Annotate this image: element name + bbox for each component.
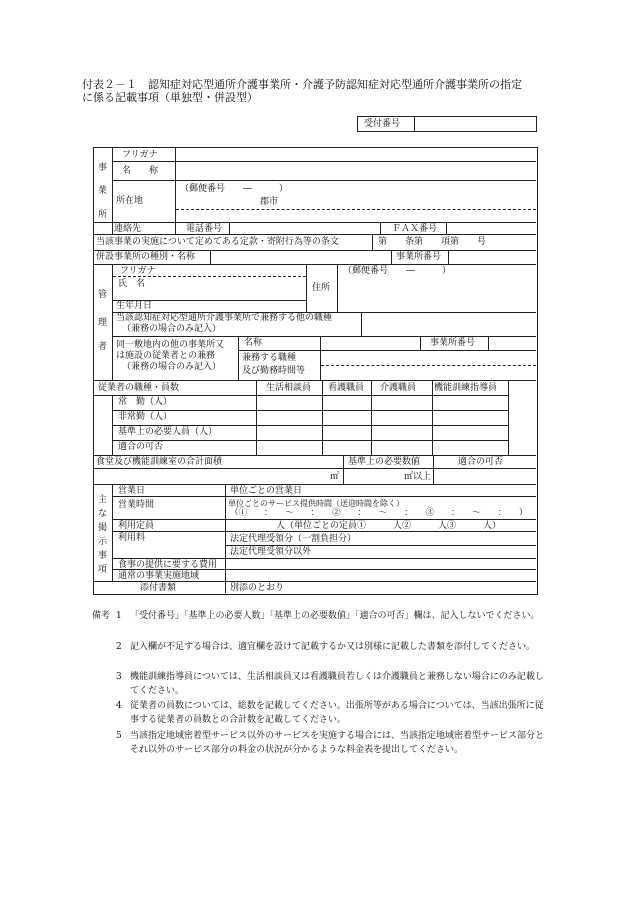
business-day-label: 営業日 (118, 486, 146, 496)
meal-cost-field[interactable] (227, 559, 535, 568)
manager-job-label-2: 及び勤務時間等 (242, 366, 306, 376)
office-furigana-field[interactable] (177, 149, 535, 160)
items-side-3: 掲 (98, 523, 108, 533)
manager-other-name-label: 名称 (244, 338, 263, 348)
capacity-detail[interactable]: 人（単位ごとの定員① 人② 人③ 人） (276, 521, 502, 531)
note-text: 当該指定地域密着型サービス以外のサービスを実施する場合には、当該指定地域密着型サービス部分とそれ以外のサービス部分の料金の状況が分かるような料金表を提出してください。 (130, 731, 545, 755)
office-postal: （郵便番号 ― ） (180, 184, 289, 194)
manager-address-label: 住所 (312, 283, 331, 293)
office-contact-label: 連絡先 (114, 224, 142, 234)
manager-name-label: 氏 名 (118, 279, 146, 289)
area-required-label: 基準上の必要数値 (348, 457, 421, 467)
office-phone-field[interactable] (231, 223, 379, 234)
staff-col-caregiver: 介護職員 (380, 383, 417, 393)
combined-office-number-field[interactable] (450, 251, 535, 263)
service-hours-label: 単位ごとのサービス提供時間（送迎時間を除く） (228, 499, 404, 508)
combined-office-label: 併設事業所の種別・名称 (96, 252, 196, 262)
items-side-6: 項 (98, 565, 108, 575)
manager-name-field[interactable] (160, 278, 305, 299)
office-phone-label: 電話番号 (186, 224, 223, 234)
service-hours-times[interactable]: （① ： ～ ： ② ： ～ ： ③ ： ～ ： ） (230, 508, 528, 518)
manager-concurrent-label-1: 当該認知症対応型通所介護事業所で兼務する他の職種 (116, 313, 333, 323)
office-address-field[interactable] (177, 211, 535, 221)
office-furigana-label: フリガナ (122, 150, 158, 160)
manager-side-2: 理 (98, 318, 108, 328)
receipt-number-field[interactable] (416, 117, 534, 131)
fee-other-label: 法定代理受領分以外 (230, 547, 312, 557)
staff-row-conformity: 適合の可否 (118, 442, 164, 452)
staff-col-trainer: 機能訓練指導員 (434, 383, 498, 393)
manager-job-field[interactable] (322, 351, 535, 379)
combined-office-number-label: 事業所番号 (396, 252, 442, 262)
manager-other-name-field[interactable] (322, 337, 419, 349)
form-title-line1: 付表２－１ 認知症対応型通所介護事業所・介護予防認知症対応型通所介護事業所の指定 (82, 78, 522, 91)
manager-birth-label: 生年月日 (116, 301, 153, 311)
manager-birth-field[interactable] (160, 301, 305, 311)
regulation-label: 当該事業の実施について定めてある定款・寄附行為等の条文 (96, 237, 339, 247)
items-side-2: な (98, 509, 108, 519)
note-number: 4 (116, 701, 122, 711)
manager-side-3: 者 (98, 342, 108, 352)
office-gun-label: 郡市 (260, 197, 279, 207)
office-fax-field[interactable] (448, 223, 535, 234)
staff-row-required: 基準上の必要人員（人） (118, 427, 218, 437)
staff-row-fulltime: 常 勤（人） (118, 397, 173, 407)
manager-concurrent-label-2: （兼務の場合のみ記入） (122, 324, 222, 334)
form-title-line2: に係る記載事項（単独型・併設型） (82, 91, 258, 104)
manager-other-office-number-field[interactable] (490, 337, 535, 349)
note-text: 従業者の員数については、総数を記載してください。出張所等がある場合については、当該出張所に従事する従業者の員数との合計数を記載してください。 (130, 701, 544, 725)
note-number: 2 (116, 642, 122, 652)
office-name-label: 名 称 (122, 166, 159, 176)
staff-col-counselor: 生活相談員 (266, 383, 312, 393)
note-number: 1 (116, 611, 122, 621)
regulation-article[interactable]: 第 条第 項第 号 (378, 237, 487, 247)
items-side-5: 事 (98, 551, 108, 561)
office-side-2: 業 (98, 186, 108, 196)
items-side-1: 主 (98, 495, 108, 505)
fee-label: 利用料 (118, 533, 146, 543)
manager-furigana-label: フリガナ (120, 266, 156, 276)
capacity-label: 利用定員 (118, 521, 155, 531)
receipt-number-label: 受付番号 (364, 119, 401, 129)
staff-header: 従業者の職種・員数 (98, 383, 180, 393)
attachment-value: 別添のとおり (230, 583, 285, 593)
office-name-field[interactable] (177, 163, 535, 179)
business-hours-label: 営業時間 (118, 500, 155, 510)
staff-row-parttime: 非常勤（人） (118, 412, 173, 422)
manager-postal: （郵便番号 ― ） (343, 266, 452, 276)
office-fax-label: ＦＡＸ番号 (392, 224, 438, 234)
area-conformity-label: 適合の可否 (458, 457, 504, 467)
manager-other-label-1: 同一敷地内の他の事業所又 (116, 340, 225, 350)
manager-side-1: 管 (98, 290, 108, 300)
fee-statutory-label: 法定代理受領分（一割負担分） (230, 534, 357, 544)
manager-other-label-2: は施設の従業者との兼務 (116, 351, 216, 361)
note-number: 5 (116, 731, 122, 741)
combined-office-field[interactable] (212, 251, 390, 263)
service-area-label: 通常の事業実施地域 (118, 571, 200, 581)
area-unit: ㎡ (330, 472, 340, 482)
meal-cost-label: 食事の提供に要する費用 (118, 560, 218, 570)
notes-label: 備考 (92, 611, 111, 621)
manager-other-office-number-label: 事業所番号 (430, 338, 476, 348)
manager-address-field[interactable] (339, 279, 535, 311)
service-area-field[interactable] (227, 570, 535, 580)
business-day-unit[interactable]: 単位ごとの営業日 (230, 486, 303, 496)
items-side-4: 示 (98, 537, 108, 547)
office-address-label: 所在地 (116, 196, 144, 206)
office-side-3: 所 (98, 210, 108, 220)
note-text: 記入欄が不足する場合は、適宜欄を設けて記載するか又は別様に記載した書類を添付してください。 (130, 642, 536, 652)
manager-job-label-1: 兼務する職種 (242, 353, 297, 363)
note-number: 3 (116, 672, 122, 682)
area-label: 食堂及び機能訓練室の合計面積 (96, 457, 223, 467)
manager-other-label-3: （兼務の場合のみ記入） (122, 362, 222, 372)
staff-col-nurse: 看護職員 (328, 383, 365, 393)
note-text: 機能訓練指導員については、生活相談員又は看護職員若しくは介護職員と兼務しない場合にのみ記載してください。 (130, 672, 544, 696)
office-side-1: 事 (98, 163, 108, 173)
attachment-label: 添付書類 (140, 583, 177, 593)
area-required-unit: ㎡以上 (404, 472, 432, 482)
note-text: 「受付番号」「基準上の必要人数」「基準上の必要数値」「適合の可否」欄は、記入しないでください。 (130, 611, 540, 621)
manager-concurrent-field[interactable] (363, 313, 535, 335)
